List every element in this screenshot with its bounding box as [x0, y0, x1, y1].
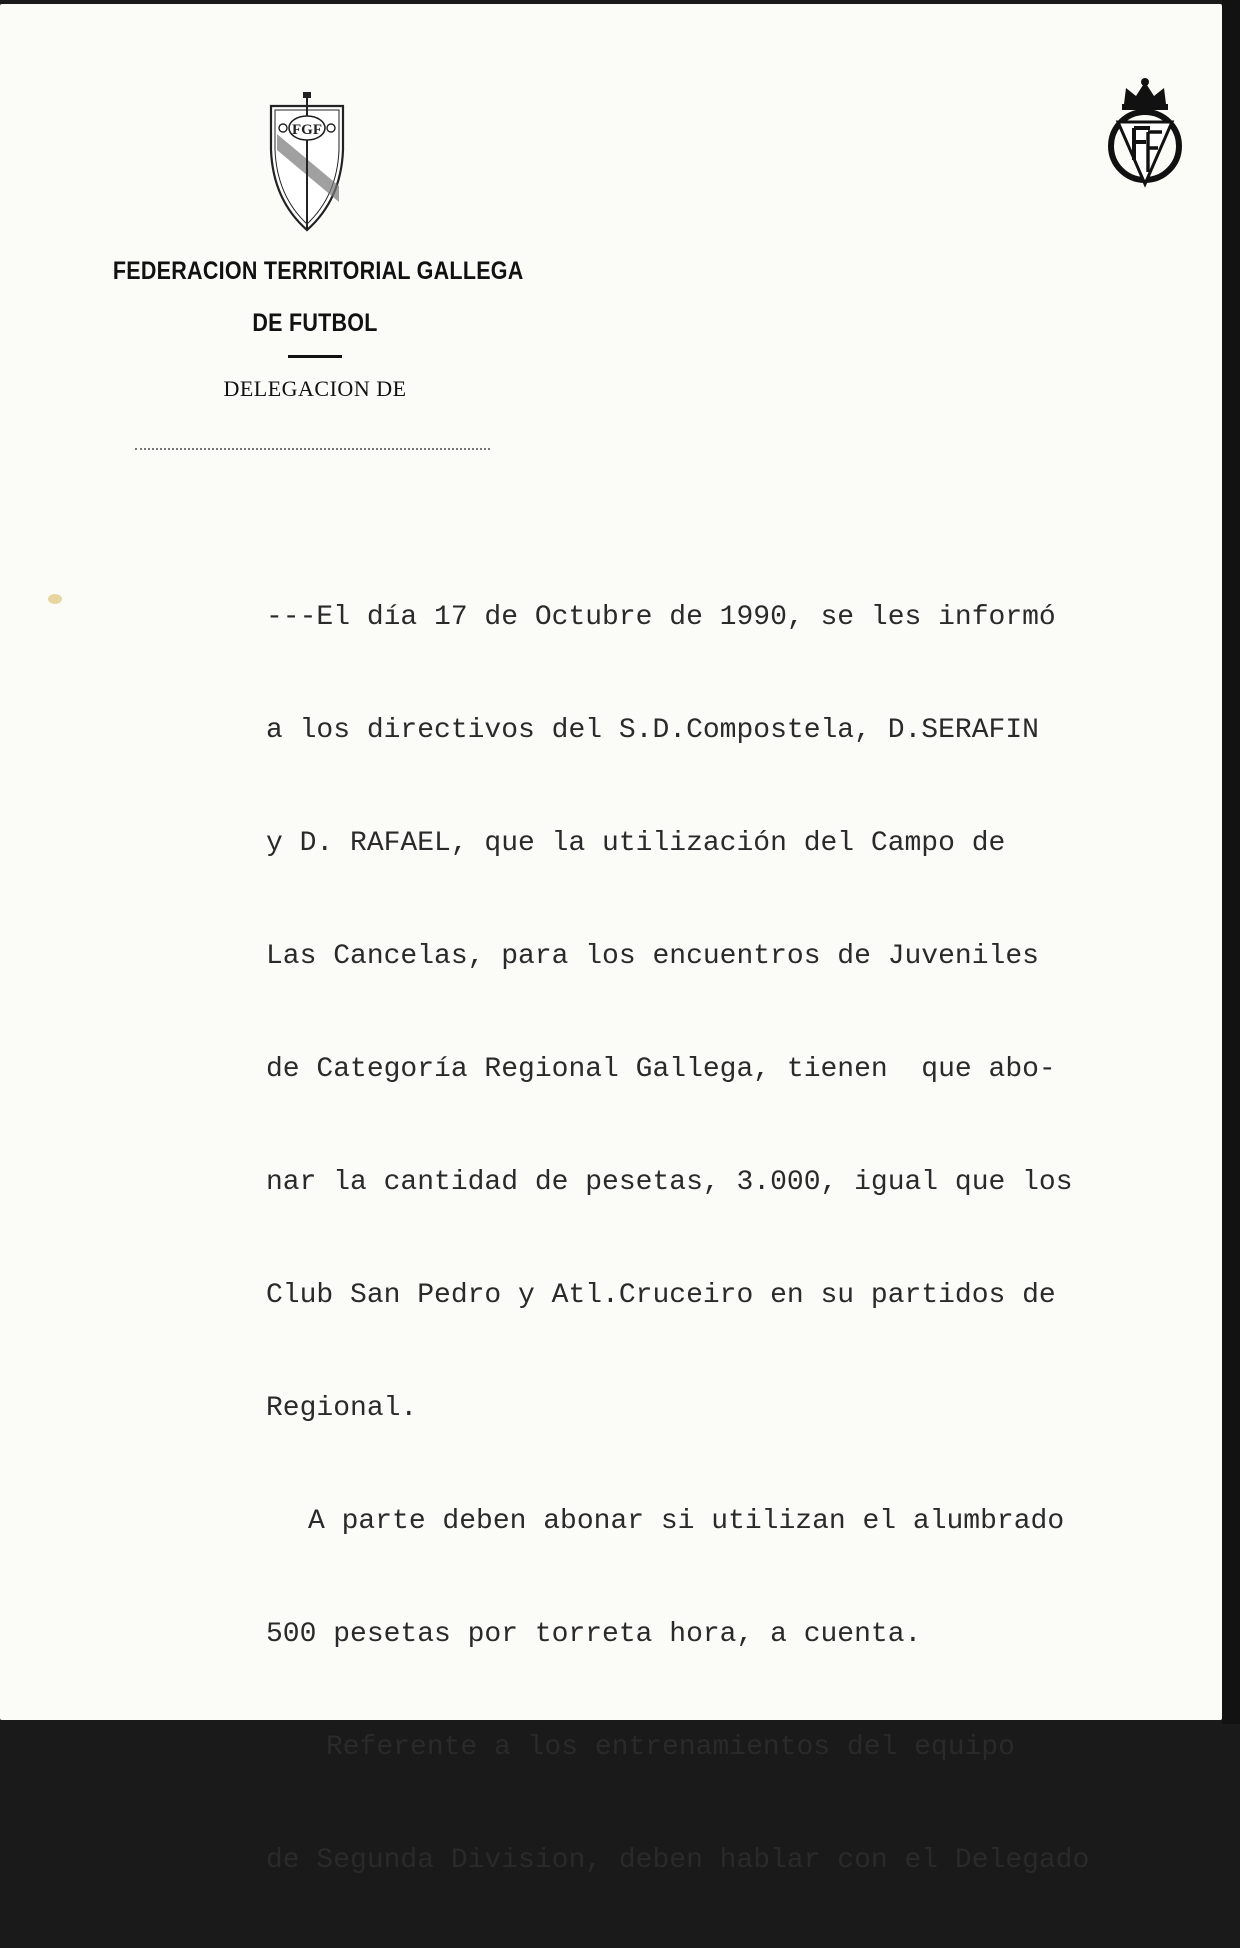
- letter-body: [266, 530, 1226, 1948]
- federation-shield-logo: [265, 90, 349, 232]
- delegation-label: DELEGACION DE: [223, 376, 407, 401]
- letter-line: de Categoría Regional Gallega, tienen que abo-: [266, 1054, 1056, 1085]
- letterhead: [80, 256, 550, 402]
- delegation-blank-line: [135, 448, 490, 450]
- letter-line: a los directivos del S.D.Compostela, D.SERAFIN: [266, 715, 1039, 746]
- letter-line: y D. RAFAEL, que la utilización del Campo de: [266, 828, 1006, 859]
- national-federation-crest-logo: [1104, 76, 1186, 188]
- letter-line: Club San Pedro y Atl.Cruceiro en su partidos de: [266, 1280, 1056, 1311]
- letter-line: Las Cancelas, para los encuentros de Juveniles: [266, 941, 1039, 972]
- letter-line: A parte deben abonar si utilizan el alumbrado: [308, 1506, 1065, 1537]
- letter-line: nar la cantidad de pesetas, 3.000, igual que los: [266, 1167, 1073, 1198]
- letter-line: 500 pesetas por torreta hora, a cuenta.: [266, 1619, 922, 1650]
- svg-text:FGF: FGF: [292, 122, 322, 138]
- paper-stain: [48, 594, 62, 604]
- letter-line: Referente a los entrenamientos del equipo: [326, 1732, 1015, 1763]
- organization-name-line-2: DE FUTBOL: [252, 309, 378, 337]
- letter-line: ---El día 17 de Octubre de 1990, se les informó: [266, 602, 1056, 633]
- letter-page: [0, 4, 1222, 1876]
- organization-name: FEDERACION TERRITORIAL GALLEGA: [112, 257, 524, 285]
- letterhead-divider: [288, 355, 342, 358]
- letter-line: de Segunda Division, deben hablar con el Delegado: [266, 1845, 1090, 1876]
- letter-line: Regional.: [266, 1393, 418, 1424]
